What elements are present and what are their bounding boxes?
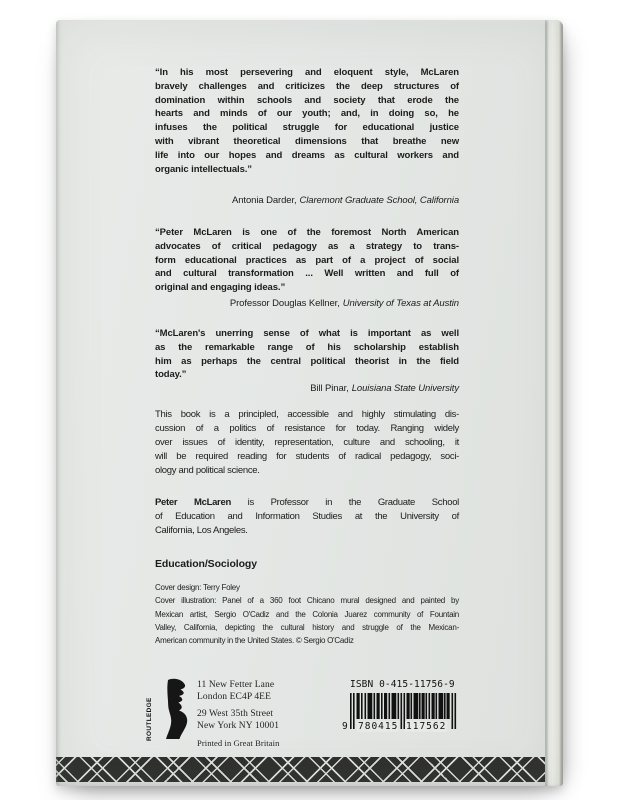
reviewer-affiliation: Louisiana State University xyxy=(351,383,459,394)
attribution-1 xyxy=(155,195,459,206)
routledge-head-icon xyxy=(159,678,189,740)
credit-line: Cover design: Terry Foley xyxy=(155,583,240,592)
attribution-3 xyxy=(155,383,459,394)
quote-line: advocates of critical pedagogy as a strategy to trans- xyxy=(155,240,459,252)
book-description xyxy=(155,408,459,478)
book-back-cover xyxy=(56,20,563,786)
barcode-digits-left: 780415 xyxy=(358,721,399,732)
publisher-address xyxy=(197,679,279,749)
bio-line: of Education and Information Studies at the University of xyxy=(155,511,459,522)
quote-line: bravely challenges and criticizes the deep structures of xyxy=(155,80,459,92)
lattice-band xyxy=(56,757,558,782)
bio-line: Peter McLaren is Professor in the Graduate School xyxy=(155,497,459,508)
reviewer-affiliation: University of Texas at Austin xyxy=(342,298,459,309)
quote-line: life into our hopes and dreams as cultural workers and xyxy=(155,149,459,161)
quote-line: organic intellectuals.” xyxy=(155,163,252,175)
quote-line: infuses the political struggle for educational justice xyxy=(155,122,459,134)
routledge-wordmark: ROUTLEDGE xyxy=(146,697,153,741)
quote-line: domination within schools and society that erode the xyxy=(155,94,459,106)
reviewer-name: Bill Pinar, xyxy=(310,383,349,394)
quote-line: as the remarkable range of his scholarship establish xyxy=(155,341,459,353)
quote-line: and cultural transformation ... Well written and full of xyxy=(155,268,459,280)
quote-line: him as perhaps the central political theorist in the field xyxy=(155,355,459,367)
page-block-edge xyxy=(56,782,558,786)
bio-line: California, Los Angeles. xyxy=(155,525,248,536)
credit-line: American community in the United States. © Sergio O'Cadiz xyxy=(155,636,354,646)
address-line: London EC4P 4EE xyxy=(197,692,271,702)
barcode xyxy=(342,693,474,743)
description-line: cussion of a politics of resistance for today. Ranging widely xyxy=(155,423,459,434)
quote-line: with vibrant theoretical dimensions that breathe new xyxy=(155,135,459,147)
author-name: Peter McLaren xyxy=(155,497,231,508)
category-heading: Education/Sociology xyxy=(155,558,257,570)
cover-credits xyxy=(155,581,459,647)
quote-line: form educational practices as part of a project of social xyxy=(155,254,459,266)
address-line: 11 New Fetter Lane xyxy=(197,680,275,690)
description-line: ology and political science. xyxy=(155,465,260,476)
barcode-digit-first: 9 xyxy=(342,721,349,732)
description-line: will be required reading for students of radical pedagogy, soci- xyxy=(155,451,459,462)
barcode-digits-right: 117562 xyxy=(406,721,447,732)
credit-line: Mexican artist, Sergio O'Cadiz and the Colonia Juarez community of Fountain xyxy=(155,609,459,619)
quote-2 xyxy=(155,226,459,295)
reviewer-name: Professor Douglas Kellner, xyxy=(229,298,340,309)
address-line: New York NY 10001 xyxy=(197,721,280,731)
quote-line: original and engaging ideas.” xyxy=(155,282,286,294)
credit-line: Valley, California, depicting the cultural history and struggle of the Mexican- xyxy=(155,622,459,632)
quote-line: hearts and minds of our youth; and, in doing so, he xyxy=(155,108,459,120)
attribution-2 xyxy=(155,298,459,309)
book-fore-edge xyxy=(545,20,563,786)
description-line: This book is a principled, accessible and highly stimulating dis- xyxy=(155,409,459,420)
isbn-label: ISBN 0-415-11756-9 xyxy=(350,679,455,690)
description-line: over issues of identity, representation, culture and schooling, it xyxy=(155,437,459,448)
reviewer-name: Antonia Darder, xyxy=(232,195,297,206)
author-bio xyxy=(155,496,459,538)
isbn-block xyxy=(342,679,474,743)
quote-1 xyxy=(155,66,459,176)
address-line: 29 West 35th Street xyxy=(197,709,274,719)
printed-in-line: Printed in Great Britain xyxy=(197,738,280,748)
quote-line: “Peter McLaren is one of the foremost North American xyxy=(155,227,459,238)
quote-line: “McLaren's unerring sense of what is important as well xyxy=(155,328,459,339)
quote-line: today.” xyxy=(155,369,187,381)
credit-line: Cover illustration: Panel of a 360 foot Chicano mural designed and painted by xyxy=(155,596,459,606)
reviewer-affiliation: Claremont Graduate School, California xyxy=(299,195,459,206)
quote-3 xyxy=(155,327,459,382)
quote-line: “In his most persevering and eloquent style, McLaren xyxy=(155,67,459,78)
